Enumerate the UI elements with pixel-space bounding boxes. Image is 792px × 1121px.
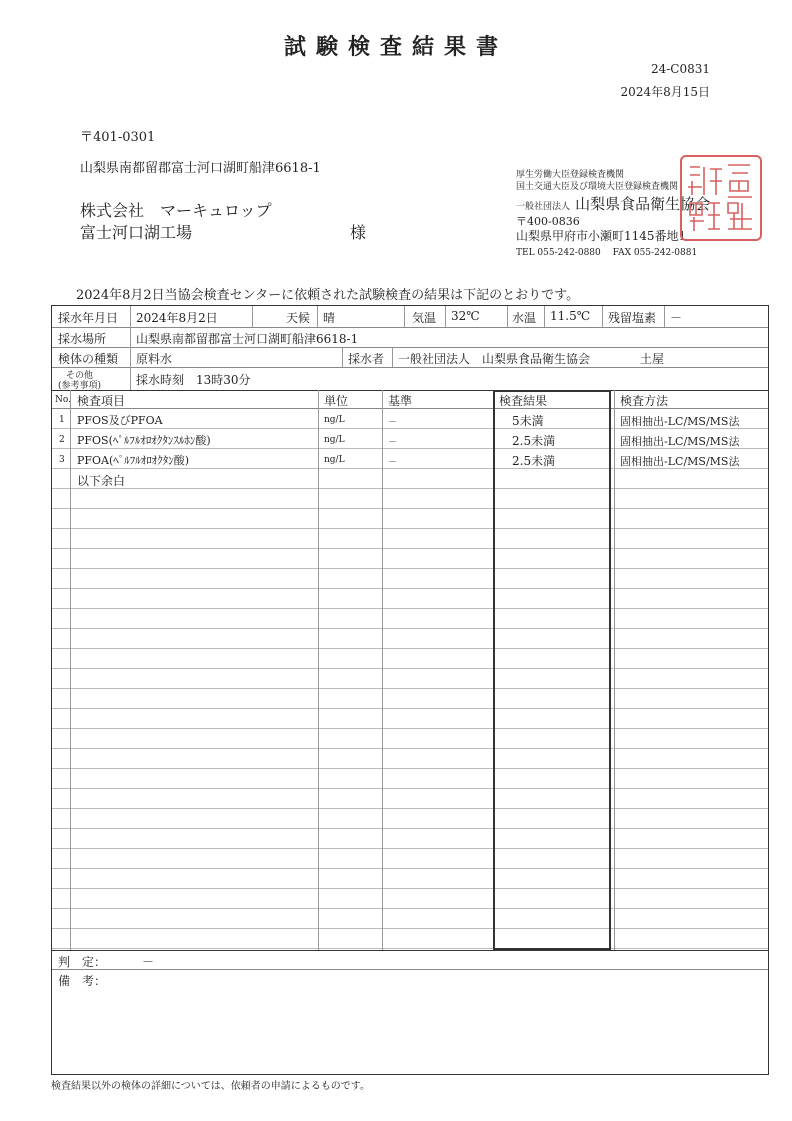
table-row-line [52, 868, 768, 869]
row-1-unit: ng/L [324, 415, 345, 425]
table-row-line [52, 668, 768, 669]
sampling-place-value: 山梨県南都留郡富士河口湖町船津6618-1 [136, 332, 359, 346]
table-row-line [52, 488, 768, 489]
table-row-line [52, 908, 768, 909]
other-value: 採水時刻 13時30分 [136, 373, 251, 387]
issuer-org-name: 山梨県食品衛生協会 [575, 195, 711, 213]
sample-type-label: 検体の種類 [58, 352, 119, 366]
table-row-line [52, 928, 768, 929]
col-divider [392, 347, 393, 367]
judgment-divider [52, 950, 768, 951]
col-divider [318, 390, 319, 950]
table-row-line [52, 708, 768, 709]
issue-date: 2024年8月15日 [620, 85, 710, 99]
row-divider [52, 347, 768, 348]
row-2-no: 2 [59, 435, 65, 445]
row-3-method: 固相抽出-LC/MS/MS法 [620, 455, 740, 468]
col-divider [317, 306, 318, 327]
row-1-no: 1 [59, 415, 65, 425]
table-row-line [52, 848, 768, 849]
row-2-item: PFOS(ﾍﾟﾙﾌﾙｵﾛｵｸﾀﾝｽﾙﾎﾝ酸) [77, 434, 211, 447]
row-1-standard: － [388, 418, 398, 428]
table-row-line [52, 728, 768, 729]
air-temp-label: 気温 [412, 311, 437, 325]
remarks-divider [52, 969, 768, 970]
table-row-line [52, 548, 768, 549]
col-header-result: 検査結果 [499, 394, 548, 408]
row-2-unit: ng/L [324, 435, 345, 445]
col-header-no: No. [55, 395, 71, 405]
issuer-address: 山梨県甲府市小瀬町1145番地1 [516, 229, 687, 243]
col-header-item: 検査項目 [77, 394, 126, 408]
table-row-line [52, 628, 768, 629]
recipient-factory: 富士河口湖工場 [80, 223, 193, 242]
other-label-line1: その他 [66, 371, 94, 381]
row-divider [52, 390, 768, 391]
row-3-result: 2.5未満 [512, 454, 556, 468]
result-column-box [493, 390, 611, 950]
document-title: 試験検査結果書 [283, 34, 508, 60]
col-divider [382, 390, 383, 950]
table-row-line [52, 828, 768, 829]
row-divider [52, 367, 768, 368]
row-1-result: 5未満 [512, 414, 544, 428]
table-row-line [52, 788, 768, 789]
water-temp-value: 11.5℃ [550, 309, 591, 323]
results-form [51, 305, 769, 1075]
row-3-unit: ng/L [324, 455, 345, 465]
chlorine-label: 残留塩素 [608, 311, 657, 325]
row-divider [52, 327, 768, 328]
table-row-line [52, 888, 768, 889]
recipient-address: 山梨県南都留郡富士河口湖町船津6618-1 [80, 161, 321, 176]
footer-note: 検査結果以外の検体の詳細については、依頼者の申請によるものです。 [51, 1081, 370, 1092]
col-divider [544, 306, 545, 327]
issuer-org-prefix: 一般社団法人 [516, 202, 571, 212]
recipient-postal: 〒401-0301 [80, 130, 156, 145]
row-2-result: 2.5未満 [512, 434, 556, 448]
col-header-standard: 基準 [388, 394, 413, 408]
col-header-method: 検査方法 [620, 394, 669, 408]
table-row-line [52, 808, 768, 809]
col-header-unit: 単位 [324, 394, 349, 408]
air-temp-value: 32℃ [451, 309, 480, 323]
issuer-registration-1: 厚生労働大臣登録検査機関 [516, 170, 625, 180]
official-seal-stamp [680, 155, 762, 241]
judgment-label: 判 定： [58, 955, 107, 969]
intro-statement: 2024年8月2日当協会検査センターに依頼された試験検査の結果は下記のとおりです。 [76, 288, 580, 303]
table-row-line [52, 568, 768, 569]
table-row-line [52, 948, 768, 949]
seal-icon [682, 157, 760, 239]
chlorine-value: － [670, 311, 683, 325]
table-row-line [52, 588, 768, 589]
issuer-registration-2: 国土交通大臣及び環境大臣登録検査機関 [516, 182, 679, 192]
col-divider [70, 390, 71, 950]
col-divider [130, 306, 131, 390]
col-divider [342, 347, 343, 367]
sampler-name: 土屋 [640, 352, 665, 366]
table-row-line [52, 768, 768, 769]
recipient-company: 株式会社 マーキュロップ [80, 201, 272, 220]
sampling-date-value: 2024年8月2日 [136, 311, 218, 325]
row-1-method: 固相抽出-LC/MS/MS法 [620, 415, 740, 428]
issuer-tel-fax: TEL 055-242-0880 FAX 055-242-0881 [516, 248, 698, 258]
remarks-label: 備 考： [58, 974, 107, 988]
table-row-line [52, 528, 768, 529]
document-number: 24-C0831 [650, 62, 710, 76]
sample-type-value: 原料水 [136, 352, 173, 366]
table-row-line [52, 508, 768, 509]
weather-value: 晴 [323, 311, 336, 325]
issuer-postal: 〒400-0836 [516, 215, 580, 228]
remainder-blank-note: 以下余白 [77, 474, 126, 488]
row-3-standard: － [388, 458, 398, 468]
weather-label: 天候 [286, 311, 311, 325]
other-label-line2: (参考事項) [58, 381, 102, 391]
row-2-method: 固相抽出-LC/MS/MS法 [620, 435, 740, 448]
row-2-standard: － [388, 438, 398, 448]
water-temp-label: 水温 [512, 311, 537, 325]
sampling-place-label: 採水場所 [58, 332, 107, 346]
col-divider [445, 306, 446, 327]
col-divider [614, 390, 615, 950]
col-divider [404, 306, 405, 327]
col-divider [252, 306, 253, 327]
row-1-item: PFOS及びPFOA [77, 414, 163, 427]
sampler-value: 一般社団法人 山梨県食品衛生協会 [398, 352, 591, 366]
sampling-date-label: 採水年月日 [58, 311, 119, 325]
col-divider [507, 306, 508, 327]
sampler-label: 採水者 [348, 352, 385, 366]
col-divider [664, 306, 665, 327]
table-row-line [52, 748, 768, 749]
recipient-honorific: 様 [350, 223, 367, 242]
table-row-line [52, 648, 768, 649]
judgment-value: － [142, 955, 155, 969]
row-3-no: 3 [59, 455, 65, 465]
row-3-item: PFOA(ﾍﾟﾙﾌﾙｵﾛｵｸﾀﾝ酸) [77, 454, 190, 467]
table-row-line [52, 688, 768, 689]
col-divider [602, 306, 603, 327]
table-row-line [52, 608, 768, 609]
